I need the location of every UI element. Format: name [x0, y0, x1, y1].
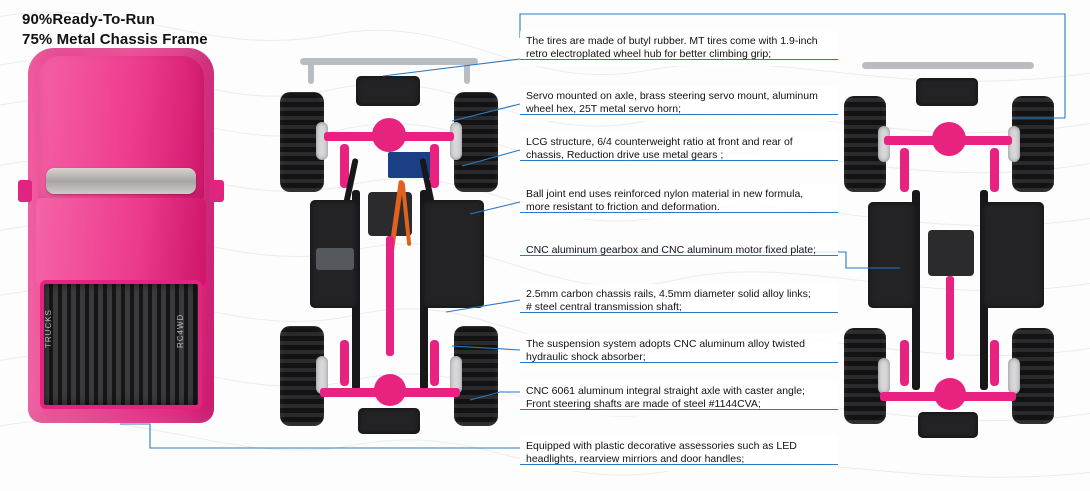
- shock-rear-left: [340, 340, 349, 386]
- rear-skid-plate: [358, 408, 420, 434]
- callout-tires: [520, 31, 838, 66]
- callout-balljoint-underline: [520, 212, 838, 213]
- transmission-shaft: [386, 236, 394, 356]
- vehicle-body-top-view: [28, 48, 214, 423]
- callout-balljoint: [520, 184, 838, 219]
- vehicle-mirror-right: [210, 180, 224, 202]
- callout-axle-line-2: Front steering shafts are made of steel #1144CVA;: [526, 398, 761, 410]
- callout-axle-underline: [520, 409, 838, 410]
- callout-servo-line-1: Servo mounted on axle, brass steering servo mount, aluminum: [526, 90, 818, 102]
- callout-lcg-underline: [520, 160, 838, 161]
- chassis-top-view-secondary: [840, 40, 1070, 460]
- rim-rear-right-2: [1008, 358, 1020, 394]
- callout-suspension-line-2: hydraulic shock absorber;: [526, 351, 646, 363]
- vehicle-windshield: [46, 168, 196, 194]
- rim-front-left: [316, 122, 328, 160]
- callout-accessories-line-1: Equipped with plastic decorative assessories such as LED: [526, 440, 797, 452]
- page-title: [22, 10, 208, 50]
- front-skid-plate: [356, 76, 420, 106]
- callout-accessories-line-2: headlights, rearview mirriors and door handles;: [526, 453, 745, 465]
- front-differential: [372, 118, 406, 152]
- shock-front-right-2: [990, 148, 999, 192]
- callout-servo-line-2: wheel hex, 25T metal servo horn;: [526, 103, 682, 115]
- front-bumper-arm-left: [308, 62, 314, 84]
- callout-balljoint-line-2: more resistant to friction and deformation.: [526, 201, 720, 213]
- callout-lcg-line-2: chassis, Reduction drive use metal gears ;: [526, 149, 724, 161]
- callout-rails: [520, 284, 838, 319]
- receiver-box: [316, 248, 354, 270]
- center-gearbox-2: [928, 230, 974, 276]
- callout-tires-line-1: The tires are made of butyl rubber. MT tires come with 1.9-inch: [526, 35, 818, 47]
- callout-suspension-underline: [520, 362, 838, 363]
- vehicle-badge-left: TRUCKS: [44, 309, 53, 348]
- rim-rear-left-2: [878, 358, 890, 394]
- rim-front-right: [450, 122, 462, 160]
- callout-lcg: [520, 132, 838, 167]
- callout-suspension-line-1: The suspension system adopts CNC aluminum alloy twisted: [526, 338, 805, 350]
- callout-suspension: [520, 334, 838, 369]
- chassis-top-view: [272, 40, 512, 460]
- callout-rails-underline: [520, 312, 838, 313]
- callout-accessories-underline: [520, 464, 838, 465]
- vehicle-mirror-left: [18, 180, 32, 202]
- callout-axle-line-1: CNC 6061 aluminum integral straight axle with caster angle;: [526, 385, 805, 397]
- electronics-plate-left-2: [868, 202, 916, 308]
- transmission-shaft-2: [946, 276, 954, 360]
- callout-lcg-line-1: LCG structure, 6/4 counterweight ratio at front and rear of: [526, 136, 793, 148]
- electronics-plate-right: [422, 200, 484, 308]
- callout-gearbox-line-1: CNC aluminum gearbox and CNC aluminum motor fixed plate;: [526, 244, 817, 256]
- title-line-2: 75% Metal Chassis Frame: [22, 31, 208, 48]
- callout-servo-underline: [520, 114, 838, 115]
- shock-front-left-2: [900, 148, 909, 192]
- callout-tires-underline: [520, 59, 838, 60]
- vehicle-roof: [36, 198, 206, 286]
- shock-front-right: [430, 144, 439, 188]
- front-bumper-bar-2: [862, 62, 1034, 69]
- title-line-1: 90%Ready-To-Run: [22, 11, 155, 28]
- rear-skid-plate-2: [918, 412, 978, 438]
- callout-balljoint-line-1: Ball joint end uses reinforced nylon material in new formula,: [526, 188, 804, 200]
- electronics-plate-right-2: [982, 202, 1044, 308]
- front-skid-plate-2: [916, 78, 978, 106]
- callout-servo: [520, 86, 838, 121]
- callout-tires-line-2: retro electroplated wheel hub for better climbing grip;: [526, 48, 772, 60]
- shock-rear-left-2: [900, 340, 909, 386]
- front-differential-2: [932, 122, 966, 156]
- front-bumper-bar: [300, 58, 478, 65]
- shock-rear-right-2: [990, 340, 999, 386]
- callout-gearbox-underline: [520, 255, 838, 256]
- rear-differential-2: [934, 378, 966, 410]
- shock-rear-right: [430, 340, 439, 386]
- rear-differential: [374, 374, 406, 406]
- callout-axle: [520, 381, 838, 416]
- front-bumper-arm-right: [464, 62, 470, 84]
- callout-rails-line-1: 2.5mm carbon chassis rails, 4.5mm diameter solid alloy links;: [526, 288, 811, 300]
- callout-gearbox: [520, 240, 838, 262]
- callout-accessories: [520, 436, 838, 471]
- vehicle-badge-right: RC4WD: [175, 313, 185, 348]
- callout-rails-line-2: # steel central transmission shaft;: [526, 301, 682, 313]
